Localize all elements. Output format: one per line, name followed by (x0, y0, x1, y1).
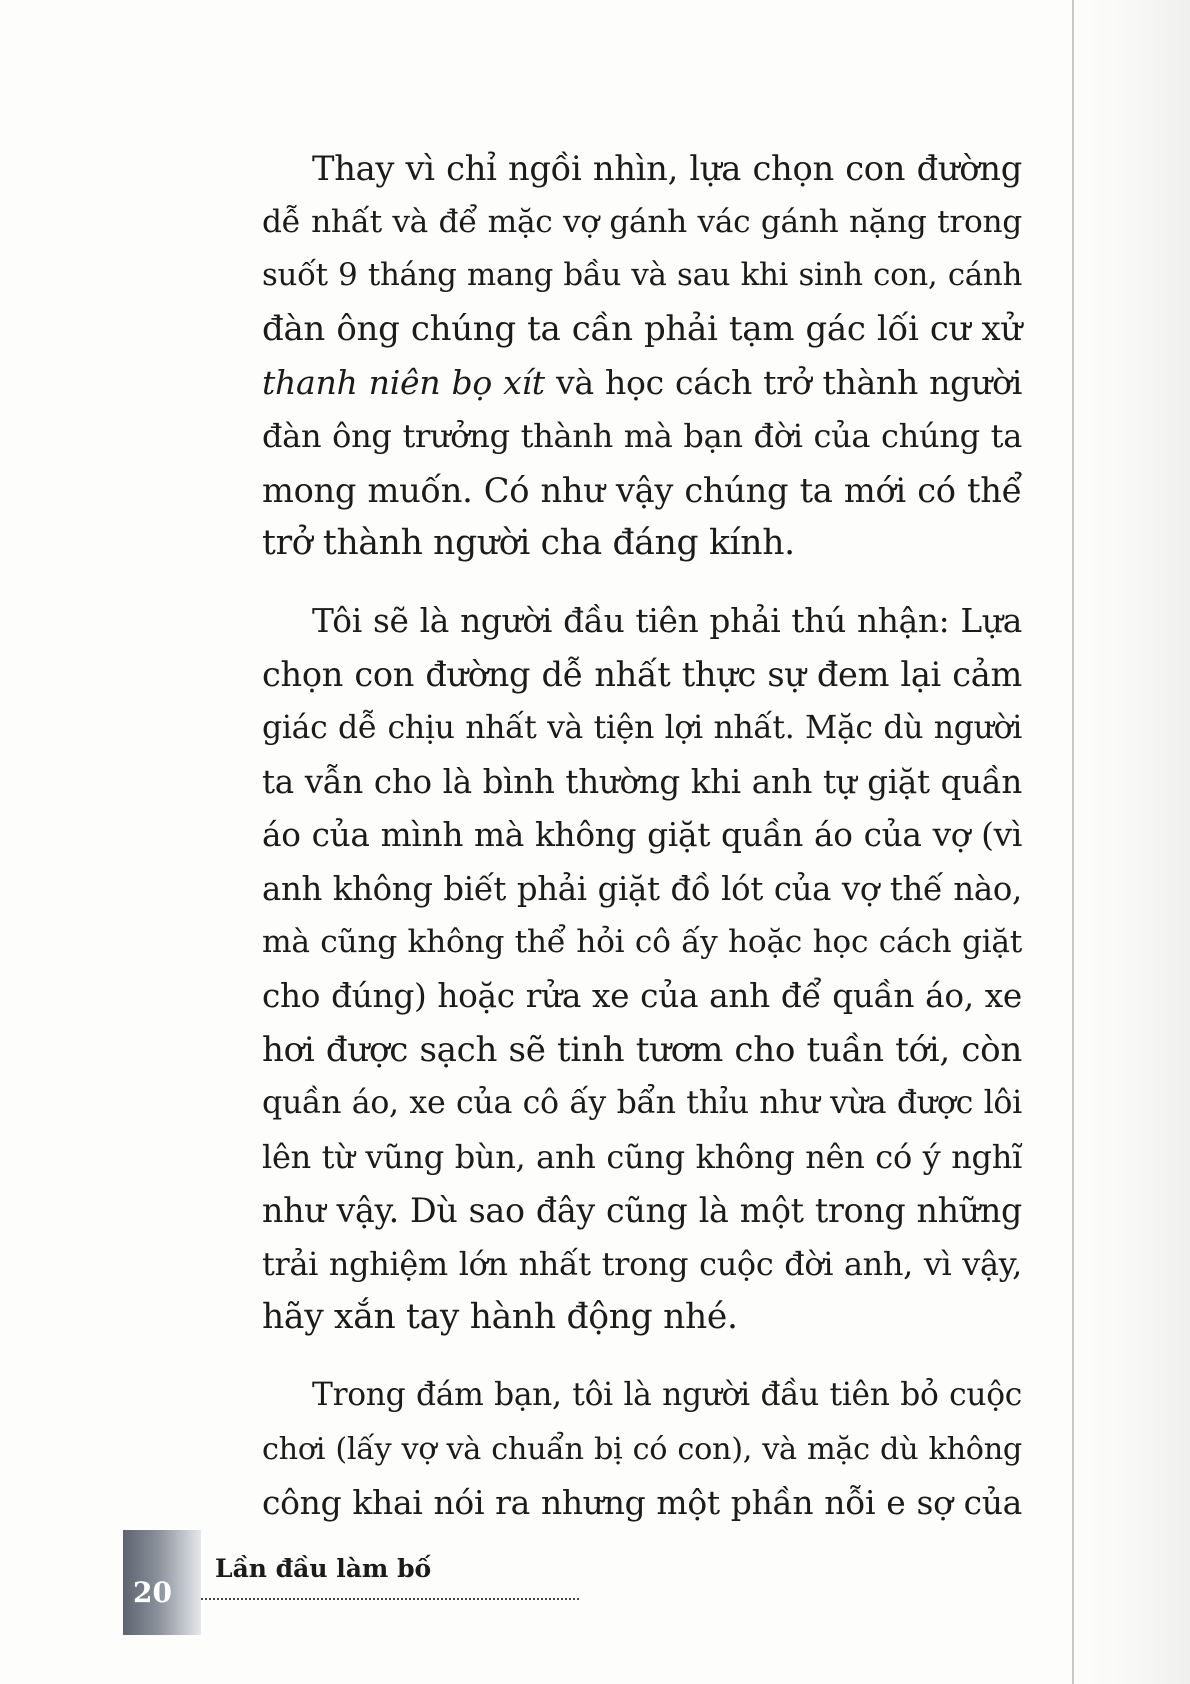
page-edge-shadow (1072, 0, 1190, 1684)
text-line-with-italic (262, 356, 1022, 410)
text-line: như vậy. Dù sao đây cũng là một trong những (262, 1191, 1022, 1231)
text-line: đàn ông chúng ta cần phải tạm gác lối cư xử (262, 308, 1022, 349)
text-line: chơi (lấy vợ và chuẩn bị có con), và mặc dù không (262, 1431, 1022, 1467)
text-line: giác dễ chịu nhất và tiện lợi nhất. Mặc dù người (262, 709, 1022, 746)
italic-phrase: thanh niên bọ xít (262, 363, 545, 403)
text-line: hãy xắn tay hành động nhé. (262, 1297, 738, 1338)
text-line: mà cũng không thể hỏi cô ấy hoặc học cách giặt (262, 924, 1022, 961)
text-line: dễ nhất và để mặc vợ gánh vác gánh nặng trong (262, 203, 1022, 240)
paragraph-3 (262, 1369, 1022, 1530)
page-number: 20 (133, 1576, 172, 1609)
text-line: Thay vì chỉ ngồi nhìn, lựa chọn con đường (312, 149, 1022, 188)
text-line: hơi được sạch sẽ tinh tươm cho tuần tới, còn (262, 1029, 1022, 1070)
page-number-tab (123, 1530, 201, 1635)
text-line: mong muốn. Có như vậy chúng ta mới có thể (262, 470, 1022, 510)
text-line: áo của mình mà không giặt quần áo của vợ (vì (262, 816, 1022, 855)
page-footer (123, 1530, 603, 1635)
paragraph-1 (262, 142, 1022, 571)
footer-dotted-rule (201, 1598, 579, 1600)
text-line: anh không biết phải giặt đồ lót của vợ thế nào, (262, 869, 1022, 908)
text-run: và học cách trở thành người (544, 363, 1022, 403)
page-edge-line (1072, 0, 1074, 1684)
body-text (262, 142, 1022, 1530)
text-line: trở thành người cha đáng kính. (262, 523, 795, 564)
text-line: chọn con đường dễ nhất thực sự đem lại cảm (262, 655, 1022, 695)
text-line: đàn ông trưởng thành mà bạn đời của chúng ta (262, 416, 1022, 455)
text-line: ta vẫn cho là bình thường khi anh tự giặt quần (262, 762, 1022, 801)
paragraph-2 (262, 595, 1022, 1345)
text-line: lên từ vũng bùn, anh cũng không nên có ý nghĩ (262, 1137, 1022, 1176)
text-line: suốt 9 tháng mang bầu và sau khi sinh con, cánh (262, 257, 1022, 294)
text-line: Trong đám bạn, tôi là người đầu tiên bỏ cuộc (312, 1377, 1022, 1414)
running-title: Lần đầu làm bố (215, 1554, 432, 1583)
text-line: quần áo, xe của cô ấy bẩn thỉu như vừa được lôi (262, 1085, 1022, 1122)
text-line: Tôi sẽ là người đầu tiên phải thú nhận: Lựa (312, 601, 1022, 640)
text-line: trải nghiệm lớn nhất trong cuộc đời anh, vì vậy, (262, 1244, 1022, 1283)
text-line: cho đúng) hoặc rửa xe của anh để quần áo, xe (262, 976, 1022, 1015)
text-line: công khai nói ra nhưng một phần nỗi e sợ của (262, 1483, 1022, 1523)
